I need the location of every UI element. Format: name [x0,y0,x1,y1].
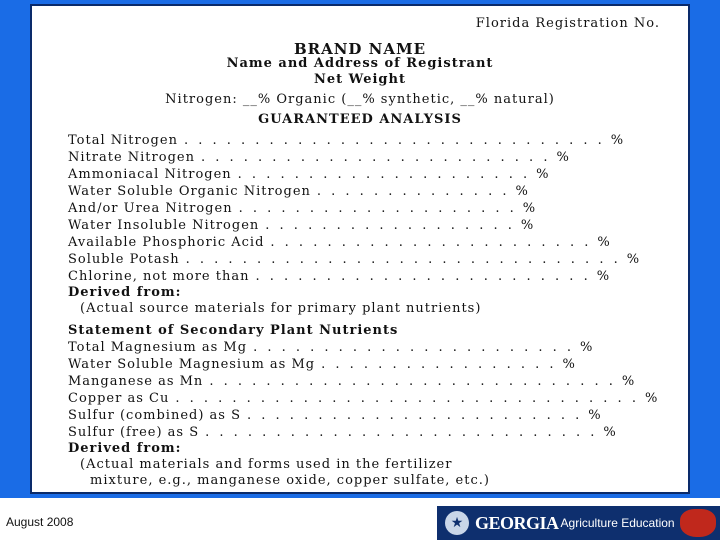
secondary-nutrients-heading: Statement of Secondary Plant Nutrients [68,323,399,338]
analysis-rows [68,132,659,489]
analysis-row: Water Soluble Magnesium as Mg . . . . . . . . . . . . . . . . . % [68,357,576,372]
registration-number: Florida Registration No. [475,16,660,31]
derived-from-note: (Actual materials and forms used in the fertilizer [80,457,453,472]
net-weight: Net Weight [314,72,406,87]
analysis-row: Nitrate Nitrogen . . . . . . . . . . . . . . . . . . . . . . . . . % [68,150,570,165]
nitrogen-line: Nitrogen: __% Organic (__% synthetic, __% natural) [165,92,555,107]
apple-icon [680,509,716,537]
analysis-row: Copper as Cu . . . . . . . . . . . . . . . . . . . . . . . . . . . . . . . . . % [68,391,659,406]
derived-from-note: mixture, e.g., manganese oxide, copper sulfate, etc.) [90,473,490,488]
derived-from-note: (Actual source materials for primary plant nutrients) [80,301,482,316]
analysis-row: And/or Urea Nitrogen . . . . . . . . . . . . . . . . . . . . % [68,201,537,216]
georgia-ag-education-logo [437,506,720,540]
analysis-row: Available Phosphoric Acid . . . . . . . . . . . . . . . . . . . . . . . % [68,235,611,250]
guaranteed-analysis-heading: GUARANTEED ANALYSIS [258,112,462,127]
analysis-row: Water Insoluble Nitrogen . . . . . . . . . . . . . . . . . . % [68,218,535,233]
analysis-row: Soluble Potash . . . . . . . . . . . . . . . . . . . . . . . . . . . . . . . % [68,252,641,267]
analysis-row: Chlorine, not more than . . . . . . . . . . . . . . . . . . . . . . . . % [68,269,611,284]
derived-from-heading: Derived from: [68,441,182,456]
analysis-row: Sulfur (combined) as S . . . . . . . . . . . . . . . . . . . . . . . . % [68,408,602,423]
analysis-row: Manganese as Mn . . . . . . . . . . . . . . . . . . . . . . . . . . . . . % [68,374,636,389]
derived-from-heading: Derived from: [68,285,182,300]
analysis-row: Total Nitrogen . . . . . . . . . . . . . . . . . . . . . . . . . . . . . . % [68,133,625,148]
analysis-row: Total Magnesium as Mg . . . . . . . . . . . . . . . . . . . . . . . % [68,340,594,355]
logo-georgia-text: GEORGIA [475,512,559,533]
brand-name: BRAND NAME [293,40,427,58]
analysis-row: Ammoniacal Nitrogen . . . . . . . . . . . . . . . . . . . . . % [68,167,550,182]
registrant-line: Name and Address of Registrant [226,56,494,71]
analysis-row: Water Soluble Organic Nitrogen . . . . . . . . . . . . . . % [68,184,529,199]
footer-date: August 2008 [6,515,74,529]
analysis-row: Sulfur (free) as S . . . . . . . . . . . . . . . . . . . . . . . . . . . . % [68,425,617,440]
state-emblem-icon: ★ [445,511,469,535]
logo-agriculture-education-text: Agriculture Education [560,516,675,530]
fertilizer-label-document [30,4,690,494]
